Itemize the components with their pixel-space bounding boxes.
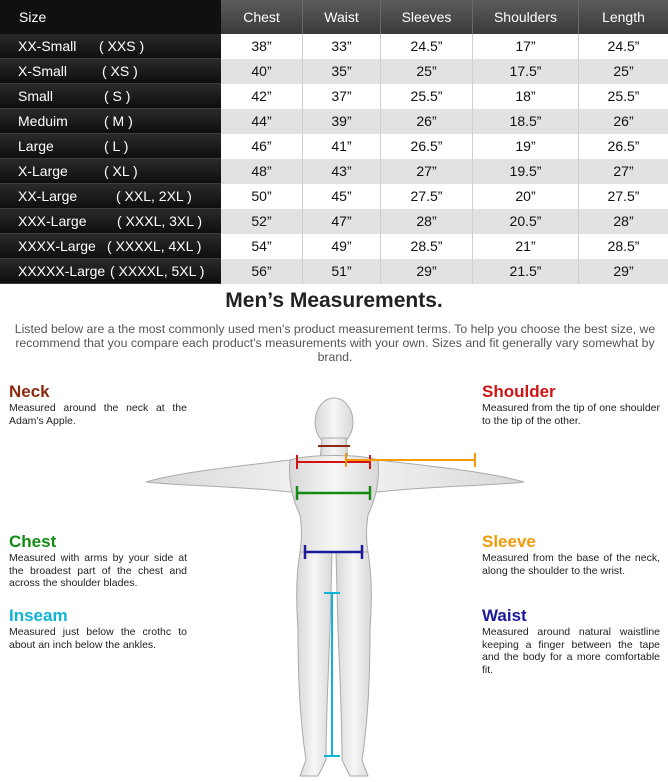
size-name: X-Large (18, 163, 68, 179)
size-abbreviation: ( XL ) (104, 163, 138, 179)
sleeves-cell: 26” (381, 109, 473, 134)
table-row (0, 209, 668, 234)
size-cell (0, 134, 221, 159)
table-row (0, 59, 668, 84)
header-chest: Chest (221, 0, 303, 34)
sleeves-cell: 29” (381, 259, 473, 284)
size-cell (0, 59, 221, 84)
length-cell: 29” (579, 259, 668, 284)
chest-description: Measured with arms by your side at the broadest part of the chest and across the shoulder blades. (9, 552, 187, 589)
waist-cell: 35” (303, 59, 381, 84)
sleeves-cell: 28.5” (381, 234, 473, 259)
table-row (0, 184, 668, 209)
page-title: Men’s Measurements. (225, 289, 443, 312)
waist-title: Waist (482, 606, 527, 625)
size-cell (0, 234, 221, 259)
header-size: Size (0, 0, 221, 34)
length-cell: 25.5” (579, 84, 668, 109)
length-cell: 27” (579, 159, 668, 184)
size-name: X-Small (18, 63, 68, 79)
chest-cell: 56” (221, 259, 303, 284)
length-cell: 24.5” (579, 34, 668, 59)
shoulder-title: Shoulder (482, 382, 556, 401)
shoulders-cell: 19” (473, 134, 579, 159)
size-name: XX-Large (18, 188, 78, 204)
waist-description: Measured around natural waistline keeping a finger between the tape and the body for a more comfortable fit. (482, 626, 660, 676)
chest-cell: 38” (221, 34, 303, 59)
size-abbreviation: ( M ) (104, 113, 133, 129)
table-row (0, 84, 668, 109)
size-abbreviation: ( XXXXL, 5XL ) (110, 263, 205, 279)
inseam-title: Inseam (9, 606, 68, 625)
sleeves-cell: 25” (381, 59, 473, 84)
size-abbreviation: ( XXS ) (99, 38, 145, 54)
waist-cell: 41” (303, 134, 381, 159)
table-row (0, 259, 668, 284)
shoulders-cell: 19.5” (473, 159, 579, 184)
length-cell: 26” (579, 109, 668, 134)
body-measurement-figure (140, 380, 530, 782)
chest-cell: 44” (221, 109, 303, 134)
table-row (0, 34, 668, 59)
length-cell: 28.5” (579, 234, 668, 259)
size-chart-table (0, 0, 668, 284)
size-cell (0, 209, 221, 234)
size-abbreviation: ( XXXXL, 4XL ) (107, 238, 202, 254)
waist-cell: 49” (303, 234, 381, 259)
size-abbreviation: ( XXL, 2XL ) (116, 188, 192, 204)
neck-title: Neck (9, 382, 50, 401)
size-abbreviation: ( XXXL, 3XL ) (117, 213, 203, 229)
size-cell (0, 184, 221, 209)
table-row (0, 159, 668, 184)
table-row (0, 234, 668, 259)
waist-cell: 51” (303, 259, 381, 284)
shoulders-cell: 17.5” (473, 59, 579, 84)
chest-cell: 42” (221, 84, 303, 109)
chest-cell: 52” (221, 209, 303, 234)
shoulder-description: Measured from the tip of one shoulder to the tip of the other. (482, 402, 660, 427)
chest-cell: 46” (221, 134, 303, 159)
header-waist: Waist (303, 0, 381, 34)
waist-cell: 45” (303, 184, 381, 209)
sleeves-cell: 25.5” (381, 84, 473, 109)
shoulders-cell: 18” (473, 84, 579, 109)
sleeves-cell: 28” (381, 209, 473, 234)
waist-cell: 47” (303, 209, 381, 234)
table-row (0, 109, 668, 134)
sleeve-description: Measured from the base of the neck, along the shoulder to the wrist. (482, 552, 660, 577)
shoulders-cell: 21.5” (473, 259, 579, 284)
size-name: XXXX-Large (18, 238, 96, 254)
chest-cell: 40” (221, 59, 303, 84)
shoulders-cell: 20” (473, 184, 579, 209)
size-cell (0, 34, 221, 59)
length-cell: 28” (579, 209, 668, 234)
chest-title: Chest (9, 532, 57, 551)
size-cell (0, 159, 221, 184)
size-name: XXXXX-Large (18, 263, 106, 279)
size-name: Large (18, 138, 54, 154)
size-abbreviation: ( L ) (104, 138, 129, 154)
shoulders-cell: 17” (473, 34, 579, 59)
length-cell: 26.5” (579, 134, 668, 159)
size-abbreviation: ( XS ) (102, 63, 138, 79)
size-cell (0, 84, 221, 109)
human-silhouette (146, 398, 524, 776)
shoulders-cell: 18.5” (473, 109, 579, 134)
sleeves-cell: 26.5” (381, 134, 473, 159)
length-cell: 25” (579, 59, 668, 84)
chest-cell: 48” (221, 159, 303, 184)
neck-description: Measured around the neck at the Adam's Apple. (9, 402, 187, 427)
header-sleeves: Sleeves (381, 0, 473, 34)
header-length: Length (579, 0, 668, 34)
shoulders-cell: 21” (473, 234, 579, 259)
intro-text: Listed below are a the most commonly used men's product measurement terms. To help you choose the best size, we recommend that you compare each product's measurements with your own. Sizes and fit generally vary somewhat by brand. (14, 322, 656, 364)
length-cell: 27.5” (579, 184, 668, 209)
waist-cell: 39” (303, 109, 381, 134)
sleeves-cell: 24.5” (381, 34, 473, 59)
size-name: XXX-Large (18, 213, 87, 229)
waist-cell: 33” (303, 34, 381, 59)
size-name: XX-Small (18, 38, 77, 54)
header-shoulders: Shoulders (473, 0, 579, 34)
chest-cell: 54” (221, 234, 303, 259)
waist-cell: 37” (303, 84, 381, 109)
shoulders-cell: 20.5” (473, 209, 579, 234)
size-cell (0, 109, 221, 134)
sleeve-title: Sleeve (482, 532, 536, 551)
sleeves-cell: 27.5” (381, 184, 473, 209)
size-name: Meduim (18, 113, 68, 129)
size-abbreviation: ( S ) (104, 88, 131, 104)
chest-cell: 50” (221, 184, 303, 209)
size-cell (0, 259, 221, 284)
inseam-description: Measured just below the crothc to about an inch below the ankles. (9, 626, 187, 651)
size-name: Small (18, 88, 54, 104)
table-row (0, 134, 668, 159)
sleeves-cell: 27” (381, 159, 473, 184)
waist-cell: 43” (303, 159, 381, 184)
